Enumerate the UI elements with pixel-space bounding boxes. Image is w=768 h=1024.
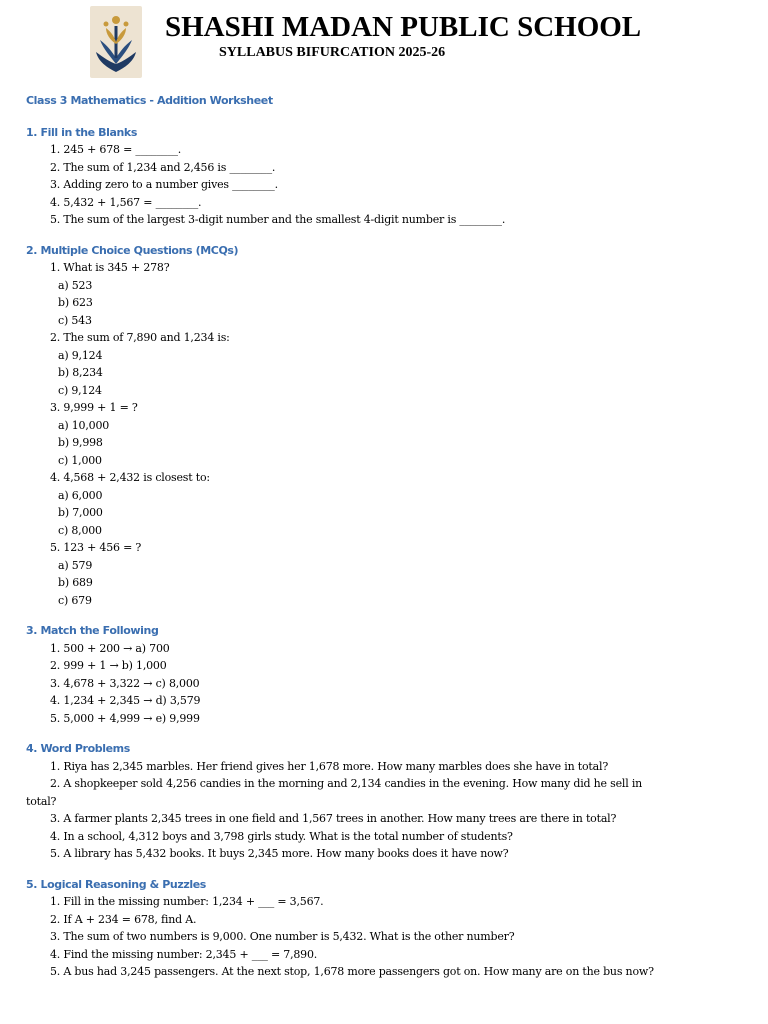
answer-option: b) 8,234 (58, 366, 103, 379)
question-item: 3. A farmer plants 2,345 trees in one field and 1,567 trees in another. How many trees are there in total? (50, 812, 617, 825)
question-item: 3. 4,678 + 3,322 → c) 8,000 (50, 676, 200, 690)
question-item: 4. 5,432 + 1,567 = ________. (50, 195, 202, 209)
answer-option: a) 6,000 (58, 488, 103, 502)
question-item: 4. In a school, 4,312 boys and 3,798 girls study. What is the total number of students? (50, 829, 513, 843)
question-item: 2. The sum of 7,890 and 1,234 is: (50, 331, 230, 344)
question-item: 5. A library has 5,432 books. It buys 2,345 more. How many books does it have now? (50, 847, 509, 860)
answer-option: a) 10,000 (58, 418, 110, 432)
section-word-problems (26, 740, 746, 863)
answer-option: c) 1,000 (58, 453, 102, 467)
answer-option: c) 543 (58, 313, 92, 327)
question-item: 1. 245 + 678 = ________. (50, 143, 182, 156)
school-name: SHASHI MADAN PUBLIC SCHOOL (165, 11, 642, 43)
answer-option: a) 9,124 (58, 348, 103, 362)
answer-option: b) 7,000 (58, 506, 103, 519)
question-item: 1. What is 345 + 278? (50, 261, 170, 274)
question-item: 3. 9,999 + 1 = ? (50, 401, 138, 414)
section-logical-reasoning (26, 876, 746, 981)
question-item: 2. 999 + 1 → b) 1,000 (50, 659, 167, 672)
section-mcq (26, 242, 746, 610)
syllabus-subtitle: SYLLABUS BIFURCATION 2025-26 (219, 45, 446, 60)
question-item: 2. A shopkeeper sold 4,256 candies in the morning and 2,134 candies in the evening. How many did he sell in (50, 777, 643, 790)
question-item: 1. Riya has 2,345 marbles. Her friend gives her 1,678 more. How many marbles does she have in total? (50, 759, 609, 773)
answer-option: c) 8,000 (58, 523, 102, 537)
question-item: 2. If A + 234 = 678, find A. (50, 912, 197, 926)
section-heading: 5. Logical Reasoning & Puzzles (26, 877, 206, 891)
question-item: 4. 4,568 + 2,432 is closest to: (50, 471, 210, 484)
question-item: 1. Fill in the missing number: 1,234 + ___ = 3,567. (50, 895, 324, 908)
question-item: 1. 500 + 200 → a) 700 (50, 641, 170, 655)
section-heading: 1. Fill in the Blanks (26, 125, 137, 139)
question-item: 3. Adding zero to a number gives ________. (50, 178, 278, 191)
question-item: 4. 1,234 + 2,345 → d) 3,579 (50, 694, 201, 707)
answer-option: b) 689 (58, 576, 93, 589)
answer-option: c) 679 (58, 593, 92, 607)
answer-option: c) 9,124 (58, 383, 102, 397)
answer-option: a) 523 (58, 278, 93, 292)
section-heading: 3. Match the Following (26, 624, 159, 637)
question-item: 4. Find the missing number: 2,345 + ___ = 7,890. (50, 947, 318, 961)
section-fill-in-blanks (26, 124, 746, 229)
section-heading: 4. Word Problems (26, 742, 130, 755)
question-item: 2. The sum of 1,234 and 2,456 is ________. (50, 160, 276, 174)
question-item: 5. 5,000 + 4,999 → e) 9,999 (50, 711, 200, 725)
question-item: 5. The sum of the largest 3-digit number and the smallest 4-digit number is ________. (50, 213, 506, 226)
worksheet-title: Class 3 Mathematics - Addition Worksheet (26, 94, 273, 107)
section-match-following (26, 622, 746, 727)
worksheet-content (26, 92, 746, 994)
question-item: 5. 123 + 456 = ? (50, 541, 142, 554)
answer-option: a) 579 (58, 558, 93, 572)
question-item: 3. The sum of two numbers is 9,000. One number is 5,432. What is the other number? (50, 930, 515, 943)
answer-option: b) 9,998 (58, 436, 103, 449)
question-item-continuation: total? (26, 794, 57, 808)
school-logo-icon (90, 6, 142, 78)
answer-option: b) 623 (58, 296, 93, 309)
section-heading: 2. Multiple Choice Questions (MCQs) (26, 243, 239, 257)
question-item: 5. A bus had 3,245 passengers. At the next stop, 1,678 more passengers got on. How many are on the bus now? (50, 965, 654, 978)
